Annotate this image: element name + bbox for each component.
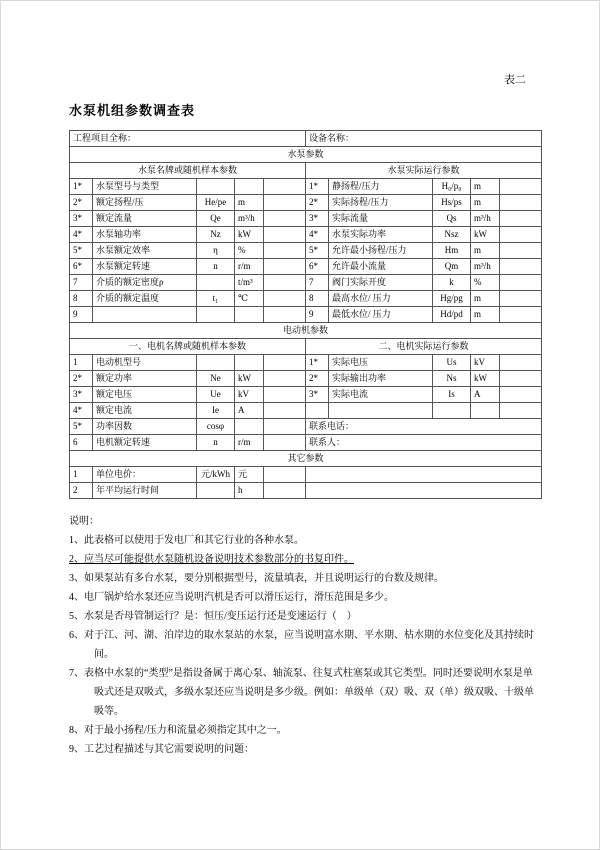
cell-unit: 元 xyxy=(235,467,264,483)
cell-symbol xyxy=(197,307,235,323)
cell-symbol: n xyxy=(197,259,235,275)
project-name-cell: 工程项目全称： xyxy=(70,131,306,147)
note-item: 7、表格中水泵的“类型”是指设备属于离心泵、轴流泵、往复式柱塞泵或其它类型。同时还要说明水泵是单吸式还是双吸式，多级水泵还应当说明是多少级。例如：单级单（双）吸、双（单）级双吸、十级单吸等。 xyxy=(69,668,534,717)
cell-label: 功率因数 xyxy=(93,419,197,435)
table-row xyxy=(70,227,542,243)
cell-unit: kW xyxy=(471,227,500,243)
cell-unit: m xyxy=(471,307,500,323)
note-item: 6、对于江、河、湖、泊岸边的取水泵站的水泵，应当说明富水期、平水期、枯水期的水位变化及其持续时间。 xyxy=(69,630,534,660)
cell-unit: m xyxy=(471,291,500,307)
cell-value xyxy=(500,371,542,387)
cell-symbol: 元/kWh xyxy=(197,467,235,483)
cell-unit xyxy=(471,403,500,419)
cell-symbol: Nz xyxy=(197,227,235,243)
cell-symbol: Qe xyxy=(197,211,235,227)
cell-value xyxy=(264,179,306,195)
cell-label: 年平均运行时间 xyxy=(93,483,197,499)
cell-num: 6* xyxy=(70,259,93,275)
cell-unit: t/m³ xyxy=(235,275,264,291)
table-row xyxy=(70,163,542,179)
cell-unit xyxy=(235,179,264,195)
table-row xyxy=(70,147,542,163)
cell-symbol: n xyxy=(197,435,235,451)
cell-num: 9 xyxy=(70,307,93,323)
cell-value xyxy=(264,307,306,323)
cell-value xyxy=(500,227,542,243)
cell-unit: % xyxy=(471,275,500,291)
cell-symbol: t₁ xyxy=(197,291,235,307)
cell-value xyxy=(264,275,306,291)
column-group-header: 水泵名牌或随机样本参数 xyxy=(70,163,306,179)
cell-num: 1* xyxy=(306,179,329,195)
table-row xyxy=(70,483,542,499)
cell-num: 1 xyxy=(70,355,93,371)
cell-value xyxy=(264,435,306,451)
cell-value xyxy=(500,195,542,211)
cell-unit: m³/h xyxy=(471,259,500,275)
cell-label: 额定电压 xyxy=(93,387,197,403)
cell-symbol xyxy=(433,403,471,419)
page-label: 表二 xyxy=(504,74,526,86)
cell-symbol: Ue xyxy=(197,387,235,403)
cell-num: 4* xyxy=(70,403,93,419)
cell-value xyxy=(306,467,542,483)
cell-symbol xyxy=(197,355,235,371)
cell-value xyxy=(264,355,306,371)
cell-unit: m xyxy=(471,179,500,195)
cell-num: 2* xyxy=(70,195,93,211)
table-row xyxy=(70,211,542,227)
cell-symbol: Hg/pg xyxy=(433,291,471,307)
cell-num: 3* xyxy=(306,387,329,403)
cell-num: 5* xyxy=(306,243,329,259)
cell-unit xyxy=(235,355,264,371)
cell-value xyxy=(264,419,306,435)
cell-value xyxy=(500,275,542,291)
cell-label: 介质的额定密度ρ xyxy=(93,275,197,291)
cell-unit: % xyxy=(235,243,264,259)
cell-value xyxy=(500,259,542,275)
cell-value xyxy=(264,227,306,243)
cell-label: 实际输出功率 xyxy=(329,371,433,387)
cell-num: 8 xyxy=(306,291,329,307)
cell-value xyxy=(264,243,306,259)
cell-label: 额定扬程/压 xyxy=(93,195,197,211)
cell-num: 1* xyxy=(306,355,329,371)
cell-num: 1* xyxy=(70,179,93,195)
cell-symbol: Qs xyxy=(433,211,471,227)
section-title: 水泵参数 xyxy=(70,147,542,163)
cell-unit: m xyxy=(471,243,500,259)
cell-num: 7 xyxy=(70,275,93,291)
cell-symbol: Ie xyxy=(197,403,235,419)
note-item: 4、电厂锅炉给水泵还应当说明汽机是否可以滑压运行，滑压范围是多少。 xyxy=(69,592,394,603)
contact-cell: 联系人： xyxy=(306,435,542,451)
cell-label: 实际电流 xyxy=(329,387,433,403)
cell-unit: A xyxy=(235,403,264,419)
cell-value xyxy=(264,259,306,275)
table-row xyxy=(70,419,542,435)
cell-symbol xyxy=(197,179,235,195)
document-content xyxy=(69,71,542,759)
cell-value xyxy=(264,403,306,419)
cell-value xyxy=(500,291,542,307)
cell-label: 实际流量 xyxy=(329,211,433,227)
cell-label: 额定电流 xyxy=(93,403,197,419)
cell-label: 实际扬程/压力 xyxy=(329,195,433,211)
column-group-header: 二、电机实际运行参数 xyxy=(306,339,542,355)
table-row xyxy=(70,451,542,467)
cell-value xyxy=(264,291,306,307)
cell-num: 4* xyxy=(70,227,93,243)
cell-num: 2 xyxy=(70,483,93,499)
cell-symbol: Hm xyxy=(433,243,471,259)
cell-unit: m³/h xyxy=(471,211,500,227)
cell-unit: kW xyxy=(235,227,264,243)
document-title: 水泵机组参数调查表 xyxy=(69,103,196,118)
cell-num: 2* xyxy=(70,371,93,387)
cell-num: 3* xyxy=(70,387,93,403)
cell-value xyxy=(264,371,306,387)
table-row xyxy=(70,339,542,355)
cell-unit xyxy=(235,307,264,323)
cell-num: 5* xyxy=(70,243,93,259)
column-group-header: 水泵实际运行参数 xyxy=(306,163,542,179)
table-row xyxy=(70,179,542,195)
cell-symbol: η xyxy=(197,243,235,259)
table-row xyxy=(70,355,542,371)
cell-label: 水泵额定转速 xyxy=(93,259,197,275)
table-row xyxy=(70,243,542,259)
note-item: 5、水泵是否母管制运行？是：恒压/变压运行还是变速运行（ ） xyxy=(69,611,357,622)
cell-unit: m xyxy=(235,195,264,211)
cell-unit xyxy=(235,419,264,435)
cell-label: 水泵额定效率 xyxy=(93,243,197,259)
device-name-cell: 设备名称： xyxy=(306,131,542,147)
table-row xyxy=(70,259,542,275)
note-item: 9、工艺过程描述与其它需要说明的问题： xyxy=(69,744,254,755)
cell-symbol: Hs/ps xyxy=(433,195,471,211)
cell-label: 额定流量 xyxy=(93,211,197,227)
cell-unit: m³/h xyxy=(235,211,264,227)
cell-num: 3* xyxy=(70,211,93,227)
table-row xyxy=(70,307,542,323)
cell-num: 6* xyxy=(306,259,329,275)
cell-label: 水泵轴功率 xyxy=(93,227,197,243)
cell-value xyxy=(264,467,306,483)
cell-value xyxy=(264,195,306,211)
cell-num: 7 xyxy=(306,275,329,291)
cell-symbol: k xyxy=(433,275,471,291)
cell-unit: A xyxy=(471,387,500,403)
cell-symbol: Us xyxy=(433,355,471,371)
cell-unit: kV xyxy=(235,387,264,403)
cell-num: 2* xyxy=(306,195,329,211)
cell-num: 6 xyxy=(70,435,93,451)
cell-label: 最高水位/ 压力 xyxy=(329,291,433,307)
cell-label xyxy=(93,307,197,323)
table-row xyxy=(70,387,542,403)
cell-symbol: cosφ xyxy=(197,419,235,435)
cell-label: 水泵实际功率 xyxy=(329,227,433,243)
cell-unit: kV xyxy=(471,355,500,371)
note-item: 3、如果泵站有多台水泵，要分别根据型号，流量填表，并且说明运行的台数及规律。 xyxy=(69,573,444,584)
cell-symbol: H₀/p₀ xyxy=(433,179,471,195)
note-item: 2、应当尽可能提供水泵随机设备说明技术参数部分的书复印件。 xyxy=(69,554,354,565)
cell-label: 允许最小扬程/压力 xyxy=(329,243,433,259)
table-row xyxy=(70,371,542,387)
cell-value xyxy=(264,483,306,499)
cell-label: 额定功率 xyxy=(93,371,197,387)
cell-symbol: Ns xyxy=(433,371,471,387)
cell-num: 3* xyxy=(306,211,329,227)
cell-unit: m xyxy=(471,195,500,211)
cell-num xyxy=(306,403,329,419)
column-group-header: 一、电机名牌或随机样本参数 xyxy=(70,339,306,355)
note-item: 1、此表格可以使用于发电厂和其它行业的各种水泵。 xyxy=(69,535,304,546)
cell-value xyxy=(264,211,306,227)
cell-label: 阀门实际开度 xyxy=(329,275,433,291)
cell-unit: r/m xyxy=(235,259,264,275)
cell-label: 允许最小流量 xyxy=(329,259,433,275)
cell-symbol: Is xyxy=(433,387,471,403)
section-title: 其它参数 xyxy=(70,451,542,467)
cell-unit: r/m xyxy=(235,435,264,451)
cell-value xyxy=(306,483,542,499)
cell-symbol xyxy=(197,483,235,499)
cell-num: 5* xyxy=(70,419,93,435)
cell-value xyxy=(500,211,542,227)
cell-unit: kW xyxy=(471,371,500,387)
cell-unit: kW xyxy=(235,371,264,387)
table-row xyxy=(70,291,542,307)
cell-value xyxy=(500,355,542,371)
table-row xyxy=(70,131,542,147)
notes-header: 说明： xyxy=(69,516,99,527)
cell-value xyxy=(500,179,542,195)
table-row xyxy=(70,275,542,291)
cell-num: 8 xyxy=(70,291,93,307)
cell-label xyxy=(329,403,433,419)
notes-section xyxy=(69,512,542,759)
cell-label: 介质的额定温度 xyxy=(93,291,197,307)
cell-symbol: Qm xyxy=(433,259,471,275)
cell-num: 1 xyxy=(70,467,93,483)
cell-label: 水泵型号与类型 xyxy=(93,179,197,195)
cell-value xyxy=(500,387,542,403)
note-item: 8、对于最小扬程/压力和流量必须指定其中之一。 xyxy=(69,725,287,736)
survey-table xyxy=(69,130,542,499)
table-row xyxy=(70,323,542,339)
cell-symbol: Hd/pd xyxy=(433,307,471,323)
cell-label: 单位电价： xyxy=(93,467,197,483)
cell-symbol: Ne xyxy=(197,371,235,387)
cell-value xyxy=(264,387,306,403)
cell-num: 4* xyxy=(306,227,329,243)
cell-value xyxy=(500,307,542,323)
table-row xyxy=(70,195,542,211)
contact-cell: 联系电话： xyxy=(306,419,542,435)
cell-unit: h xyxy=(235,483,264,499)
cell-num: 2* xyxy=(306,371,329,387)
cell-label: 静扬程/压力 xyxy=(329,179,433,195)
section-title: 电动机参数 xyxy=(70,323,542,339)
notes-list xyxy=(69,531,542,759)
cell-label: 电机额定转速 xyxy=(93,435,197,451)
cell-label: 实际电压 xyxy=(329,355,433,371)
cell-value xyxy=(500,243,542,259)
cell-symbol: Nsz xyxy=(433,227,471,243)
cell-num: 9 xyxy=(306,307,329,323)
cell-symbol xyxy=(197,275,235,291)
cell-symbol: He/pe xyxy=(197,195,235,211)
table-row xyxy=(70,467,542,483)
table-row xyxy=(70,435,542,451)
table-row xyxy=(70,403,542,419)
cell-label: 最低水位/ 压力 xyxy=(329,307,433,323)
cell-unit: ℃ xyxy=(235,291,264,307)
cell-label: 电动机型号 xyxy=(93,355,197,371)
cell-value xyxy=(500,403,542,419)
